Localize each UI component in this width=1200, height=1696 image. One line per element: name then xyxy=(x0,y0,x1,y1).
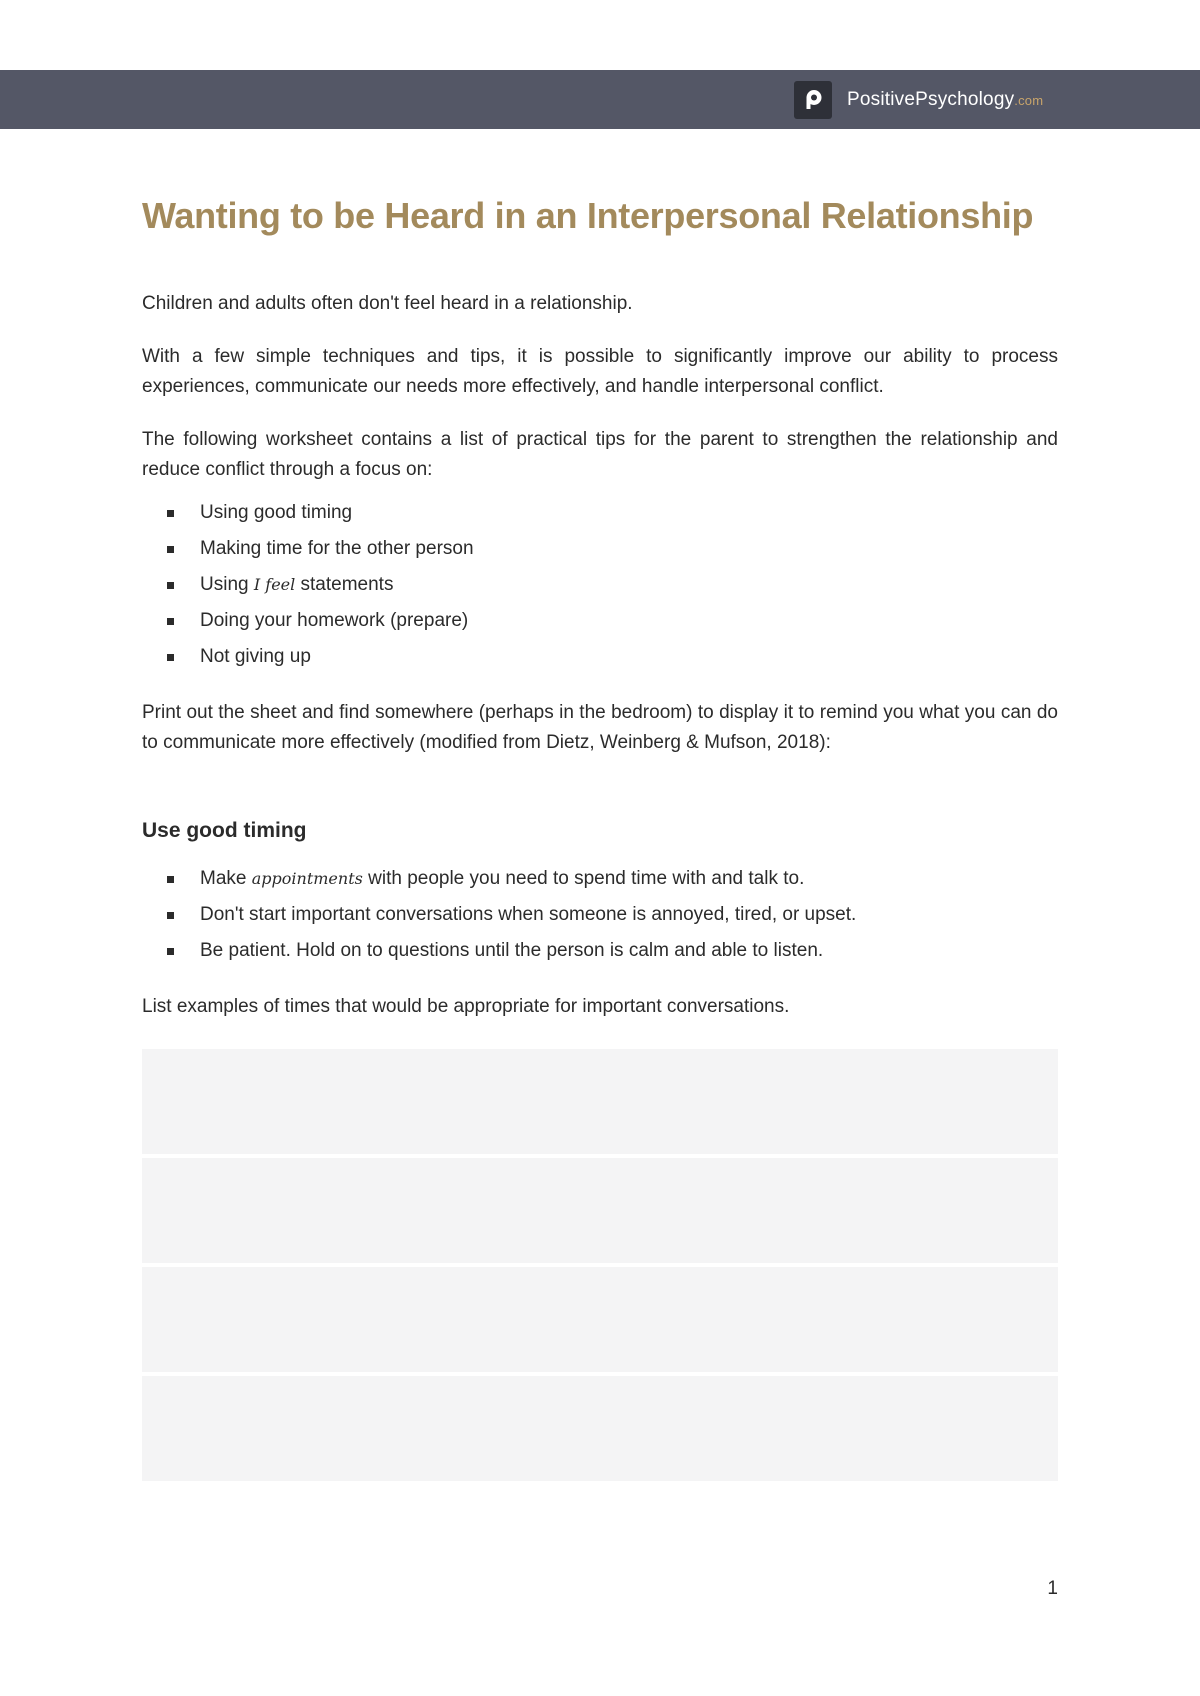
list-item-emphasis: appointments xyxy=(251,869,363,888)
worksheet-paragraph: The following worksheet contains a list of practical tips for the parent to strengthen the relationship and reduce conflict through a focus on: xyxy=(142,429,1058,480)
answer-box[interactable] xyxy=(142,1049,1058,1154)
answer-box[interactable] xyxy=(142,1376,1058,1481)
list-item: Doing your homework (prepare) xyxy=(142,603,1058,639)
timing-tips-list xyxy=(142,861,1058,969)
list-item xyxy=(142,861,1058,897)
logo-suffix: .com xyxy=(1014,93,1044,108)
page-number: 1 xyxy=(1047,1578,1058,1599)
answer-box[interactable] xyxy=(142,1267,1058,1372)
list-item-emphasis: I feel xyxy=(253,575,296,594)
list-item: Making time for the other person xyxy=(142,531,1058,567)
list-item: Using good timing xyxy=(142,495,1058,531)
section-heading: Use good timing xyxy=(142,819,307,842)
list-item: Don't start important conversations when someone is annoyed, tired, or upset. xyxy=(142,897,1058,933)
list-item: Be patient. Hold on to questions until the person is calm and able to listen. xyxy=(142,933,1058,969)
answer-box[interactable] xyxy=(142,1158,1058,1263)
print-instructions-paragraph: Print out the sheet and find somewhere (perhaps in the bedroom) to display it to remind you what you can do to communicate more effectively (modified from Dietz, Weinberg & Mufson, 2018): xyxy=(142,702,1058,753)
intro-paragraph: Children and adults often don't feel heard in a relationship. xyxy=(142,293,633,314)
techniques-paragraph: With a few simple techniques and tips, it is possible to significantly improve our ability to process experiences, communicate our needs more effectively, and handle interpersonal conflict. xyxy=(142,346,1058,397)
list-item-text: Using xyxy=(200,574,254,595)
examples-prompt: List examples of times that would be appropriate for important conversations. xyxy=(142,996,790,1017)
worksheet-content xyxy=(142,190,1058,1485)
logo-name: PositivePsychology xyxy=(847,89,1015,110)
page-title: Wanting to be Heard in an Interpersonal Relationship xyxy=(142,195,1034,236)
list-item: Not giving up xyxy=(142,639,1058,675)
brand-logo[interactable] xyxy=(794,81,1043,119)
list-item-text: statements xyxy=(295,574,394,595)
focus-list xyxy=(142,495,1058,675)
list-item-text: Make xyxy=(200,868,252,889)
logo-wordmark xyxy=(847,89,1043,111)
list-item xyxy=(142,567,1058,603)
positivepsychology-p-logo-icon xyxy=(794,81,832,119)
list-item-text: with people you need to spend time with and talk to. xyxy=(362,868,805,889)
answer-boxes xyxy=(142,1049,1058,1481)
